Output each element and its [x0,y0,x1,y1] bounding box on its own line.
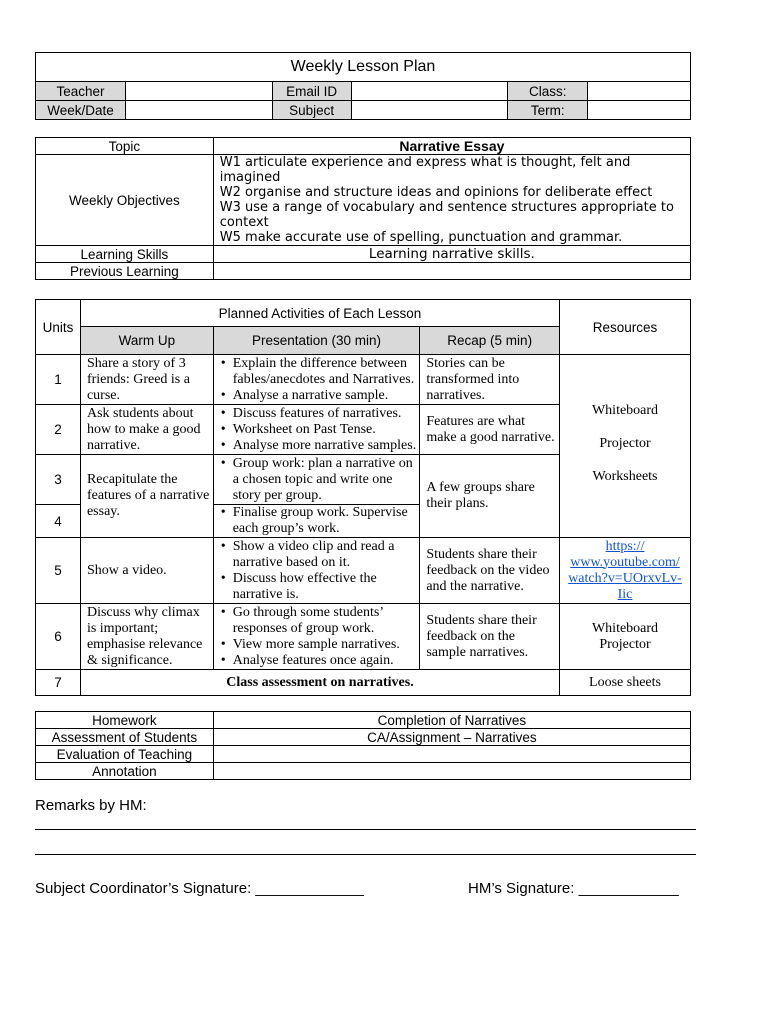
presentation-header: Presentation (30 min) [213,327,420,355]
unit-number: 3 [36,455,81,505]
unit-number: 4 [36,505,81,538]
subject-field[interactable] [351,101,508,120]
class-label: Class: [508,82,588,101]
homework-value: Completion of Narratives [213,712,690,729]
hm-signature: HM’s Signature: ____________ [468,880,679,897]
resource-item: Projector [599,636,651,652]
recap-cell: Stories can be transformed into narratives. [420,355,560,405]
teacher-field[interactable] [125,82,272,101]
previous-learning-value [213,263,690,280]
presentation-item: • Analyse features once again. [233,653,417,669]
presentation-cell [213,505,420,538]
resources-header: Resources [560,300,691,355]
page-title: Weekly Lesson Plan [36,53,691,82]
evaluation-label: Evaluation of Teaching [36,746,214,763]
assessment-label: Assessment of Students [36,729,214,746]
resource-item: Whiteboard [591,403,659,418]
teacher-label: Teacher [36,82,126,101]
term-field[interactable] [588,101,691,120]
presentation-cell [213,455,420,505]
assessment-table [35,711,691,780]
recap-cell: A few groups share their plans. [420,455,560,538]
youtube-link[interactable]: https:// www.youtube.com/ watch?v=UOrxvLv-Iic [568,538,682,602]
summary-cell: Class assessment on narratives. [80,670,559,696]
warmup-cell: Ask students about how to make a good narrative. [80,405,213,455]
topic-label: Topic [36,138,214,155]
presentation-item: • Show a video clip and read a narrative based on it. [233,539,417,571]
presentation-item: • Go through some students’ responses of group work. [233,605,417,637]
table-row [36,670,691,696]
warmup-cell: Share a story of 3 friends: Greed is a curse. [80,355,213,405]
topic-table [35,137,691,280]
recap-cell: Students share their feedback on the video and the narrative. [420,538,560,604]
objectives-list [213,155,690,246]
presentation-cell [213,538,420,604]
presentation-item: • Worksheet on Past Tense. [233,422,417,438]
unit-number: 6 [36,604,81,670]
unit-number: 7 [36,670,81,696]
assessment-value: CA/Assignment – Narratives [213,729,690,746]
presentation-item: • Discuss how effective the narrative is. [233,571,417,603]
activities-table [35,299,691,696]
presentation-item: • Explain the difference between fables/anecdotes and Narratives. [233,356,417,388]
objectives-label: Weekly Objectives [36,155,214,246]
email-label: Email ID [272,82,351,101]
evaluation-value [213,746,690,763]
annotation-value [213,763,690,780]
email-field[interactable] [351,82,508,101]
subject-label: Subject [272,101,351,120]
header-table [35,52,691,120]
units-header: Units [36,300,81,355]
presentation-item: • Analyse a narrative sample. [233,388,417,404]
presentation-cell [213,604,420,670]
unit-number: 2 [36,405,81,455]
resources-cell: Loose sheets [560,670,691,696]
homework-label: Homework [36,712,214,729]
skills-label: Learning Skills [36,246,214,263]
warmup-cell: Show a video. [80,538,213,604]
remarks-line [35,854,696,855]
presentation-item: • Analyse more narrative samples. [233,438,417,454]
remarks-line [35,829,696,830]
skills-value: Learning narrative skills. [213,246,690,263]
week-label: Week/Date [36,101,126,120]
coordinator-signature: Subject Coordinator’s Signature: _____________ [35,880,364,897]
resources-cell [560,355,691,538]
objective-item: W1 articulate experience and express what is thought, felt and imagined [219,155,631,185]
table-row [36,355,691,405]
recap-cell: Features are what make a good narrative. [420,405,560,455]
warmup-cell: Discuss why climax is important; emphasise relevance & significance. [80,604,213,670]
recap-header: Recap (5 min) [420,327,560,355]
resources-cell [560,538,691,604]
recap-cell: Students share their feedback on the sample narratives. [420,604,560,670]
unit-number: 5 [36,538,81,604]
presentation-cell [213,405,420,455]
resource-item: Worksheets [592,469,658,484]
table-row [36,538,691,604]
resources-cell [560,604,691,670]
class-field[interactable] [588,82,691,101]
objective-item: W3 use a range of vocabulary and sentence structures appropriate to context [219,200,674,230]
previous-learning-label: Previous Learning [36,263,214,280]
resource-item: Whiteboard [591,620,659,636]
warmup-cell: Recapitulate the features of a narrative essay. [80,455,213,538]
presentation-item: • Group work: plan a narrative on a chosen topic and write one story per group. [233,456,417,504]
term-label: Term: [508,101,588,120]
unit-number: 1 [36,355,81,405]
presentation-cell [213,355,420,405]
objective-item: W5 make accurate use of spelling, punctuation and grammar. [219,230,623,245]
presentation-item: • Finalise group work. Supervise each group’s work. [233,505,417,537]
presentation-item: • Discuss features of narratives. [233,406,417,422]
warmup-header: Warm Up [80,327,213,355]
presentation-item: • View more sample narratives. [233,637,417,653]
topic-value: Narrative Essay [213,138,690,155]
planned-activities-header: Planned Activities of Each Lesson [80,300,559,327]
objective-item: W2 organise and structure ideas and opinions for deliberate effect [219,185,653,200]
week-field[interactable] [125,101,272,120]
resource-item: Projector [599,436,651,451]
table-row [36,604,691,670]
annotation-label: Annotation [36,763,214,780]
remarks-label: Remarks by HM: [35,797,147,814]
